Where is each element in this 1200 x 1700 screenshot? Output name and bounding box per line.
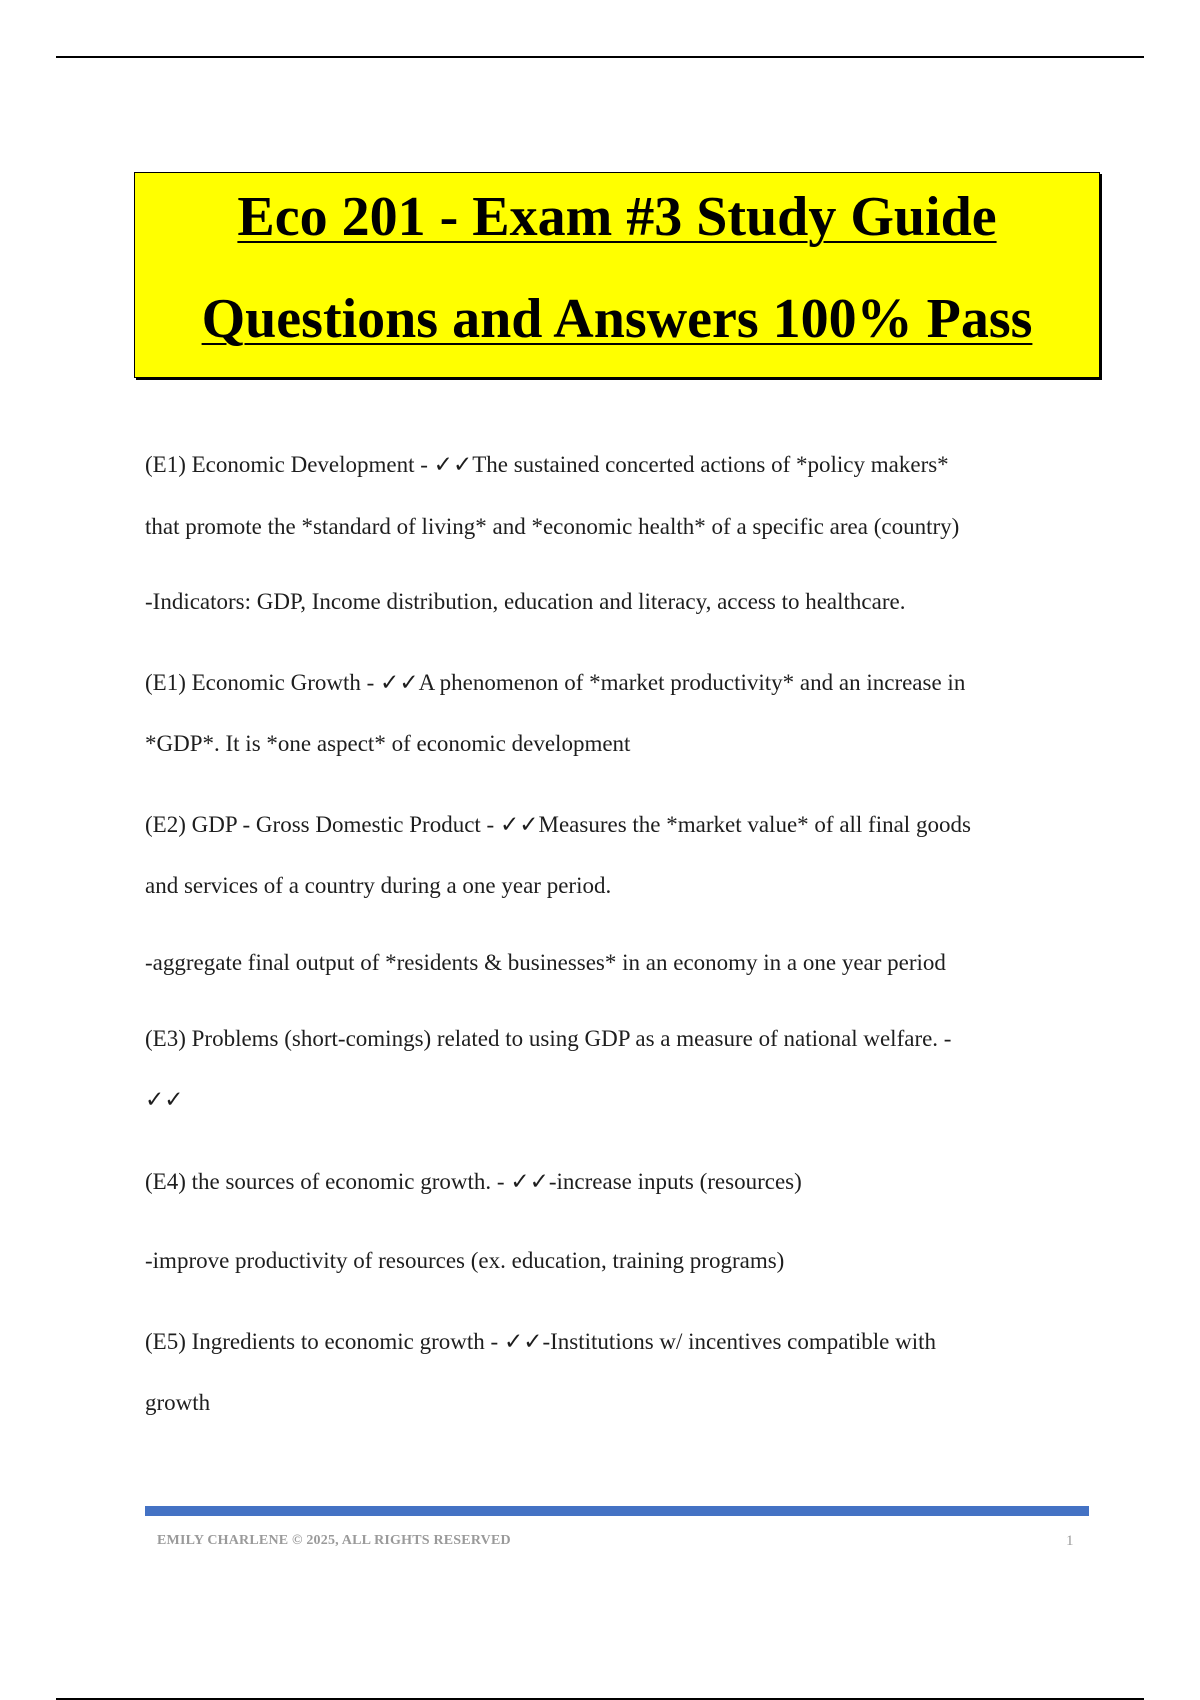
body-line: growth — [145, 1390, 211, 1415]
body-line: (E3) Problems (short-comings) related to using GDP as a measure of national welfare. - — [145, 1026, 952, 1051]
body-line: (E1) Economic Growth - ✓✓A phenomenon of *market productivity* and an increase in — [145, 670, 966, 695]
body-line: and services of a country during a one year period. — [145, 873, 612, 898]
body-line: (E5) Ingredients to economic growth - ✓✓-Institutions w/ incentives compatible with — [145, 1329, 936, 1354]
body-line: that promote the *standard of living* and *economic health* of a specific area (country) — [145, 514, 960, 539]
title-line-1: Eco 201 - Exam #3 Study Guide — [237, 186, 997, 248]
body-line: (E4) the sources of economic growth. - ✓✓-increase inputs (resources) — [145, 1169, 802, 1194]
title-box — [134, 172, 1100, 378]
body-line: (E2) GDP - Gross Domestic Product - ✓✓Measures the *market value* of all final goods — [145, 812, 971, 837]
footer-divider — [145, 1506, 1089, 1516]
body-line: -aggregate final output of *residents & businesses* in an economy in a one year period — [145, 950, 946, 975]
check-mark-icon: ✓✓ — [145, 1087, 184, 1112]
page-number: 1 — [1066, 1533, 1074, 1549]
body-line: *GDP*. It is *one aspect* of economic development — [145, 731, 631, 756]
body-line: -Indicators: GDP, Income distribution, education and literacy, access to healthcare. — [145, 589, 906, 614]
copyright-notice: EMILY CHARLENE © 2025, ALL RIGHTS RESERVED — [157, 1533, 511, 1548]
body-line: (E1) Economic Development - ✓✓The sustained concerted actions of *policy makers* — [145, 452, 949, 477]
body-line: -improve productivity of resources (ex. education, training programs) — [145, 1248, 785, 1273]
title-line-2: Questions and Answers 100% Pass — [201, 288, 1033, 350]
top-rule — [56, 56, 1144, 58]
